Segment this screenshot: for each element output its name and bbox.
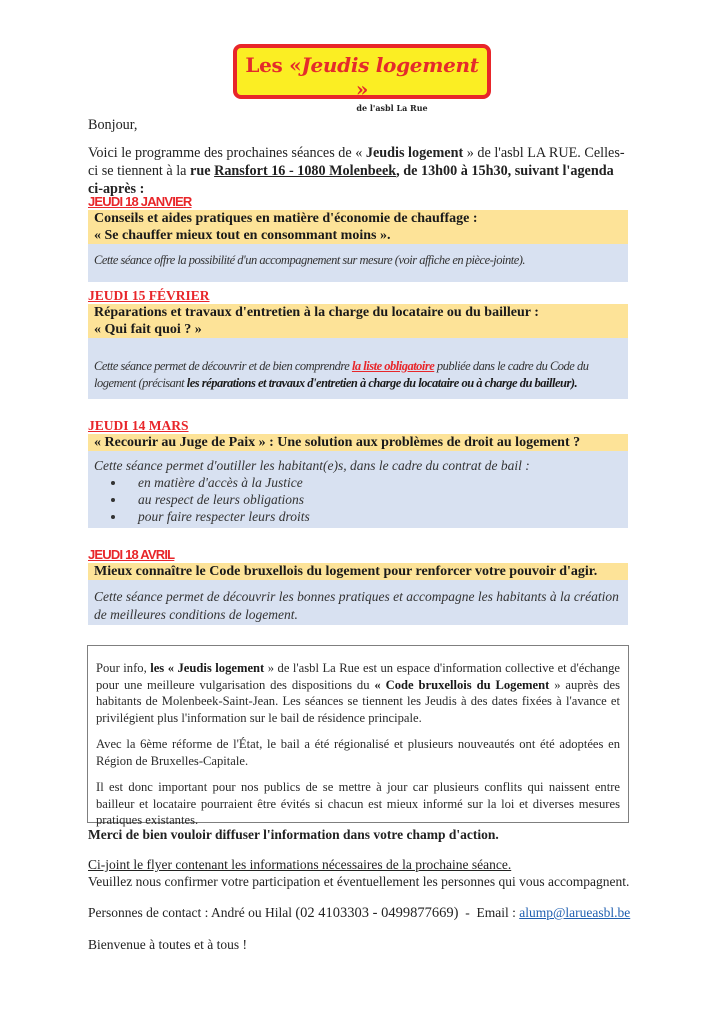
logo-title-prefix: Les « — [245, 53, 302, 77]
greeting: Bonjour, — [88, 117, 138, 133]
session-date: JEUDI 15 FÉVRIER — [88, 288, 210, 303]
session-topic-line: Réparations et travaux d'entretien à la charge du locataire ou du bailleur : — [94, 305, 539, 320]
description-text: Cette séance permet d'outiller les habitant(e)s, dans le cadre du contrat de bail : — [94, 458, 530, 473]
session-topic — [88, 304, 628, 338]
session-topic-line: « Recourir au Juge de Paix » : Une solution aux problèmes de droit au logement ? — [94, 435, 581, 450]
info-bold-jeudis: les « Jeudis logement — [150, 661, 265, 675]
flyer-text: Ci-joint le flyer contenant les informations nécessaires de la prochaine séance. — [88, 857, 512, 872]
info-box — [87, 645, 629, 827]
session-date: JEUDI 18 AVRIL — [88, 547, 175, 562]
logo-title — [237, 53, 487, 101]
description-bold: les réparations et travaux d'entretien à charge du locataire ou à charge du bailleur). — [186, 376, 578, 390]
session-description: Cette séance permet de découvrir les bonnes pratiques et accompagne les habitants à la création de meilleures conditions de logement. — [88, 580, 628, 625]
bienvenue-text: Bienvenue à toutes et à tous ! — [88, 937, 247, 952]
logo-subtitle: de l'asbl La Rue — [356, 103, 428, 113]
intro-bold-schedule: , de 13h00 à 15h30, suivant l'agenda ci-après : — [88, 163, 614, 197]
bullet-item: • pour faire respecter leurs droits — [126, 508, 622, 525]
intro-bold-jeudis: Jeudis logement — [365, 145, 464, 161]
logo-title-script: Jeudis logement — [301, 53, 479, 77]
intro-bold-rue: rue — [190, 163, 215, 179]
contact-phones: (02 4103303 - 0499877669) — [295, 905, 459, 921]
session-description — [88, 338, 628, 399]
session-description: Cette séance offre la possibilité d'un accompagnement sur mesure (voir affiche en pièce-jointe). — [88, 244, 628, 282]
bullet-list — [94, 474, 622, 525]
bullet-item: • au respect de leurs obligations — [126, 491, 622, 508]
info-paragraph: Il est donc important pour nos publics de se mettre à jour car plusieurs conflits qui naissent entre bailleur et locataire pourraient être évités si chacun est mieux informé sur la loi et diverses mesures pratiques existantes. — [96, 780, 620, 827]
info-text: Pour info, — [96, 661, 151, 675]
info-text: » auprès des habitants de Molenbeek-Saint-Jean. Les séances se tiennent les Jeudis à des dates fixées à l'avance et privilégient plus l'information sur le bail de résidence principale. — [96, 677, 620, 725]
session-topic — [88, 210, 628, 244]
liste-obligatoire-link[interactable]: la liste obligatoire — [351, 359, 435, 373]
info-text: » de l'asbl La Rue est un espace d'information collective et d'échange pour une meilleure vulgarisation des dispositions du — [96, 661, 620, 692]
description-text-2: publiée dans le cadre du Code du logement (précisant — [94, 359, 589, 390]
info-bold-code: « Code bruxellois du Logement — [374, 677, 550, 692]
session-topic — [88, 434, 628, 451]
email-link[interactable]: alump@larueasbl.be — [519, 905, 631, 920]
session-topic-line: Conseils et aides pratiques en matière d'économie de chauffage : — [94, 211, 478, 226]
session-date: JEUDI 18 JANVIER — [88, 194, 192, 209]
session-topic-line: Mieux connaître le Code bruxellois du logement pour renforcer votre pouvoir d'agir. — [94, 564, 598, 579]
session-mars — [88, 417, 628, 528]
session-date: JEUDI 14 MARS — [88, 418, 189, 433]
jeudis-logement-logo — [233, 44, 491, 113]
session-fevrier — [88, 287, 628, 399]
intro-paragraph — [88, 144, 628, 198]
logo-title-suffix: » — [355, 77, 369, 101]
intro-text-2: » de l'asbl LA RUE. Celles-ci se tiennent à la — [88, 145, 625, 179]
confirm-text: Veuillez nous confirmer votre participation et éventuellement les personnes qui vous accompagnent. — [88, 874, 630, 889]
bullet-item: • en matière d'accès à la Justice — [126, 474, 622, 491]
contact-line — [88, 904, 630, 922]
session-janvier — [88, 193, 628, 282]
info-paragraph: Avec la 6ème réforme de l'État, le bail a été régionalisé et plusieurs nouveautés ont été adoptées en Région de Bruxelles-Capitale. — [96, 737, 620, 768]
intro-text: Voici le programme des prochaines séances de « — [88, 145, 366, 161]
session-avril — [88, 546, 628, 625]
session-topic — [88, 563, 628, 580]
info-paragraph — [96, 660, 620, 726]
contact-label: Personnes de contact : André ou Hilal — [88, 905, 296, 920]
session-topic-line: « Se chauffer mieux tout en consommant moins ». — [94, 228, 391, 243]
merci-text: Merci de bien vouloir diffuser l'information dans votre champ d'action. — [88, 827, 499, 842]
session-description — [88, 451, 628, 528]
description-text: Cette séance permet de découvrir et de bien comprendre — [94, 359, 352, 373]
email-label: - Email : — [458, 905, 520, 920]
intro-address: Ransfort 16 - 1080 Molenbeek — [214, 163, 397, 179]
session-topic-line: « Qui fait quoi ? » — [94, 322, 202, 337]
